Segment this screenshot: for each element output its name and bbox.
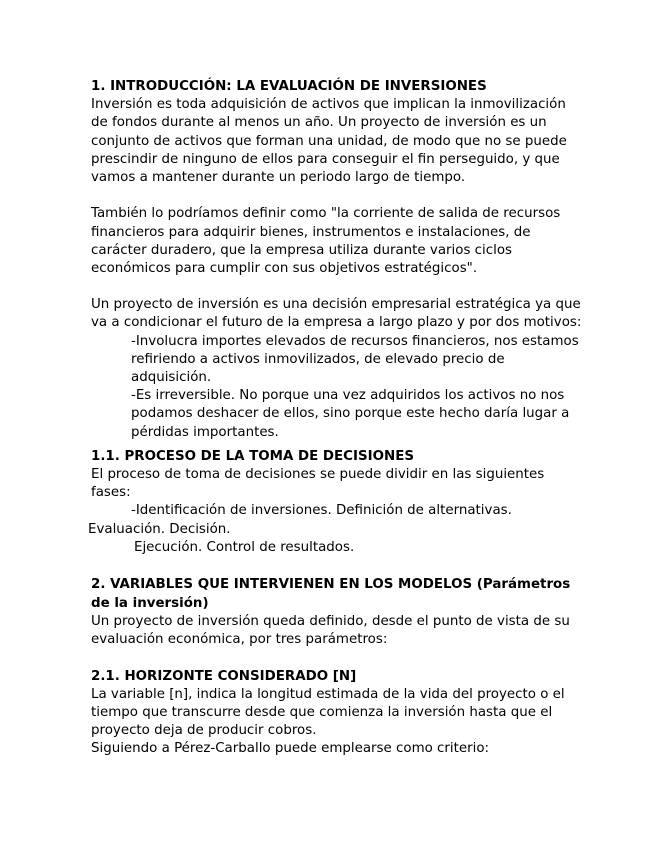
heading-horizonte-considerado: 2.1. HORIZONTE CONSIDERADO [N] [91,668,357,684]
paragraph-line: económicos para cumplir con sus objetivos estratégicos". [91,260,478,276]
paragraph-line: carácter duradero, que la empresa utiliza durante varios ciclos [91,242,513,258]
paragraph-line: evaluación económica, por tres parámetros: [91,632,388,648]
bullet-line: pérdidas importantes. [131,424,279,440]
paragraph-gap [91,557,571,575]
paragraph-line: proyecto deja de producir cobros. [91,723,317,739]
paragraph-line: va a condicionar el futuro de la empresa a largo plazo y por dos motivos: [91,315,582,331]
paragraph-gap [91,187,571,205]
phase-line: Evaluación. Decisión. [88,521,231,537]
paragraph-line: prescindir de ninguno de ellos para conseguir el fin perseguido, y que [91,151,560,167]
heading-variables-modelos-cont: de la inversión) [91,596,209,612]
phase-line: -Identificación de inversiones. Definición de alternativas. [131,503,512,519]
paragraph-line: Siguiendo a Pérez-Carballo puede emplearse como criterio: [91,741,490,757]
paragraph-line: vamos a mantener durante un periodo largo de tiempo. [91,169,466,185]
paragraph-gap [91,649,571,667]
paragraph-line: financieros para adquirir bienes, instrumentos e instalaciones, de [91,224,531,240]
heading-proceso-toma-decisiones: 1.1. PROCESO DE LA TOMA DE DECISIONES [91,448,414,464]
paragraph-line: También lo podríamos definir como "la corriente de salida de recursos [91,206,561,222]
bullet-line: podamos deshacer de ellos, sino porque este hecho daría lugar a [131,406,570,422]
paragraph-line: conjunto de activos que forman una unidad, de modo que no se puede [91,133,567,149]
bullet-line: adquisición. [131,370,212,385]
paragraph-line: La variable [n], indica la longitud estimada de la vida del proyecto o el [91,686,565,702]
paragraph-line: fases: [91,485,131,501]
bullet-line: refiriendo a activos inmovilizados, de elevado precio de [131,351,505,367]
paragraph-line: El proceso de toma de decisiones se puede dividir en las siguientes [91,466,545,482]
phase-line: Ejecución. Control de resultados. [134,539,355,555]
heading-variables-modelos: 2. VARIABLES QUE INTERVIENEN EN LOS MODELOS (Parámetros [91,577,571,593]
bullet-line: -Involucra importes elevados de recursos financieros, nos estamos [131,333,579,349]
document-page [88,78,582,759]
bullet-line: -Es irreversible. No porque una vez adquiridos los activos no nos [131,388,565,404]
paragraph-line: Inversión es toda adquisición de activos que implican la inmovilización [91,97,566,113]
heading-introduccion: 1. INTRODUCCIÓN: LA EVALUACIÓN DE INVERSIONES [91,79,487,94]
paragraph-line: de fondos durante al menos un año. Un proyecto de inversión es un [91,115,547,131]
paragraph-line: Un proyecto de inversión es una decisión empresarial estratégica ya que [91,297,581,313]
paragraph-line: tiempo que transcurre desde que comienza la inversión hasta que el [91,705,553,720]
paragraph-gap [91,278,571,296]
paragraph-line: Un proyecto de inversión queda definido, desde el punto de vista de su [91,614,570,630]
